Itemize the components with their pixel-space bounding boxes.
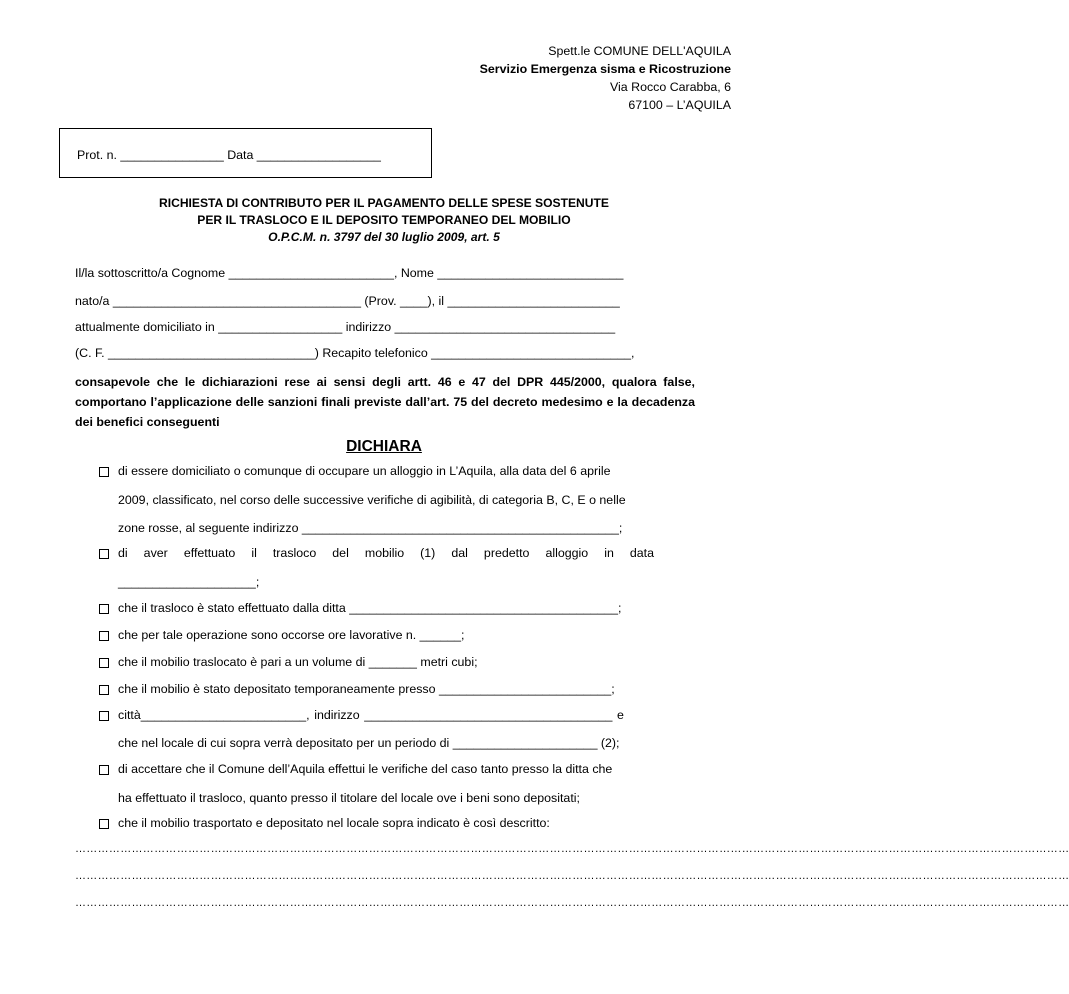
addressee-line-2: Servizio Emergenza sisma e Ricostruzione — [479, 62, 731, 76]
dotted-line-1[interactable]: ………………………………………………………………………………………………………………………………………………………………………………………………………………………………………… — [75, 843, 1069, 855]
item-7-line-1[interactable]: città________________________, indirizzo ____________________________________ e — [118, 708, 624, 722]
checkbox-item-1[interactable] — [99, 467, 109, 477]
checkbox-item-2[interactable] — [99, 549, 109, 559]
field-line-birth[interactable]: nato/a ____________________________________ (Prov. ____), il _________________________ — [75, 294, 620, 308]
addressee-line-4: 67100 – L’AQUILA — [628, 98, 731, 112]
title-line-3: O.P.C.M. n. 3797 del 30 luglio 2009, art. 5 — [268, 230, 500, 244]
item-3-line-1[interactable]: che il trasloco è stato effettuato dalla ditta _______________________________________; — [118, 601, 622, 615]
item-1-line-1: di essere domiciliato o comunque di occupare un alloggio in L’Aquila, alla data del 6 aprile — [118, 464, 611, 478]
checkbox-item-6[interactable] — [99, 685, 109, 695]
item-2-line-1: di aver effettuato il trasloco del mobilio (1) dal predetto alloggio in data — [118, 546, 654, 560]
declaration-intro: consapevole che le dichiarazioni rese ai sensi degli artt. 46 e 47 del DPR 445/2000, qualora false, comportano l’applicazione delle sanzioni finali previste dall’art. 75 del decreto medesimo e la decadenza dei benefici conseguenti — [75, 375, 695, 429]
field-line-name[interactable]: Il/la sottoscritto/a Cognome ________________________, Nome ___________________________ — [75, 266, 624, 280]
addressee-line-1: Spett.le COMUNE DELL'AQUILA — [548, 44, 731, 58]
addressee-line-3: Via Rocco Carabba, 6 — [610, 80, 731, 94]
item-2-line-2[interactable]: ____________________; — [118, 575, 260, 589]
checkbox-item-5[interactable] — [99, 658, 109, 668]
item-9-line-1: che il mobilio trasportato e depositato nel locale sopra indicato è così descritto: — [118, 816, 550, 830]
item-7-line-2[interactable]: che nel locale di cui sopra verrà depositato per un periodo di _____________________ (2); — [118, 736, 620, 750]
checkbox-item-3[interactable] — [99, 604, 109, 614]
checkbox-item-9[interactable] — [99, 819, 109, 829]
field-line-domicile[interactable]: attualmente domiciliato in __________________ indirizzo ________________________________ — [75, 320, 616, 334]
item-8-line-1: di accettare che il Comune dell’Aquila effettui le verifiche del caso tanto presso la ditta che — [118, 762, 613, 776]
dotted-line-3[interactable]: ………………………………………………………………………………………………………………………………………………………………………………………………………………………………………… — [75, 897, 1069, 909]
title-line-2: PER IL TRASLOCO E IL DEPOSITO TEMPORANEO DEL MOBILIO — [197, 213, 571, 227]
field-line-fiscal-code[interactable]: (C. F. ______________________________) Recapito telefonico _____________________________, — [75, 346, 635, 360]
protocol-fields[interactable]: Prot. n. _______________ Data __________________ — [77, 148, 381, 162]
dotted-line-2[interactable]: ………………………………………………………………………………………………………………………………………………………………………………………………………………………………………… — [75, 870, 1069, 882]
item-8-line-2: ha effettuato il trasloco, quanto presso il titolare del locale ove i beni sono depositati; — [118, 791, 580, 805]
item-4-line-1[interactable]: che per tale operazione sono occorse ore lavorative n. ______; — [118, 628, 465, 642]
checkbox-item-4[interactable] — [99, 631, 109, 641]
title-line-1: RICHIESTA DI CONTRIBUTO PER IL PAGAMENTO DELLE SPESE SOSTENUTE — [159, 196, 609, 210]
item-6-line-1[interactable]: che il mobilio è stato depositato temporaneamente presso _________________________; — [118, 682, 615, 696]
item-5-line-1[interactable]: che il mobilio traslocato è pari a un volume di _______ metri cubi; — [118, 655, 478, 669]
dichiara-heading: DICHIARA — [346, 438, 422, 455]
checkbox-item-7[interactable] — [99, 711, 109, 721]
item-1-line-3[interactable]: zone rosse, al seguente indirizzo ______________________________________________; — [118, 521, 623, 535]
item-1-line-2: 2009, classificato, nel corso delle successive verifiche di agibilità, di categoria B, C, E o nelle — [118, 493, 626, 507]
checkbox-item-8[interactable] — [99, 765, 109, 775]
